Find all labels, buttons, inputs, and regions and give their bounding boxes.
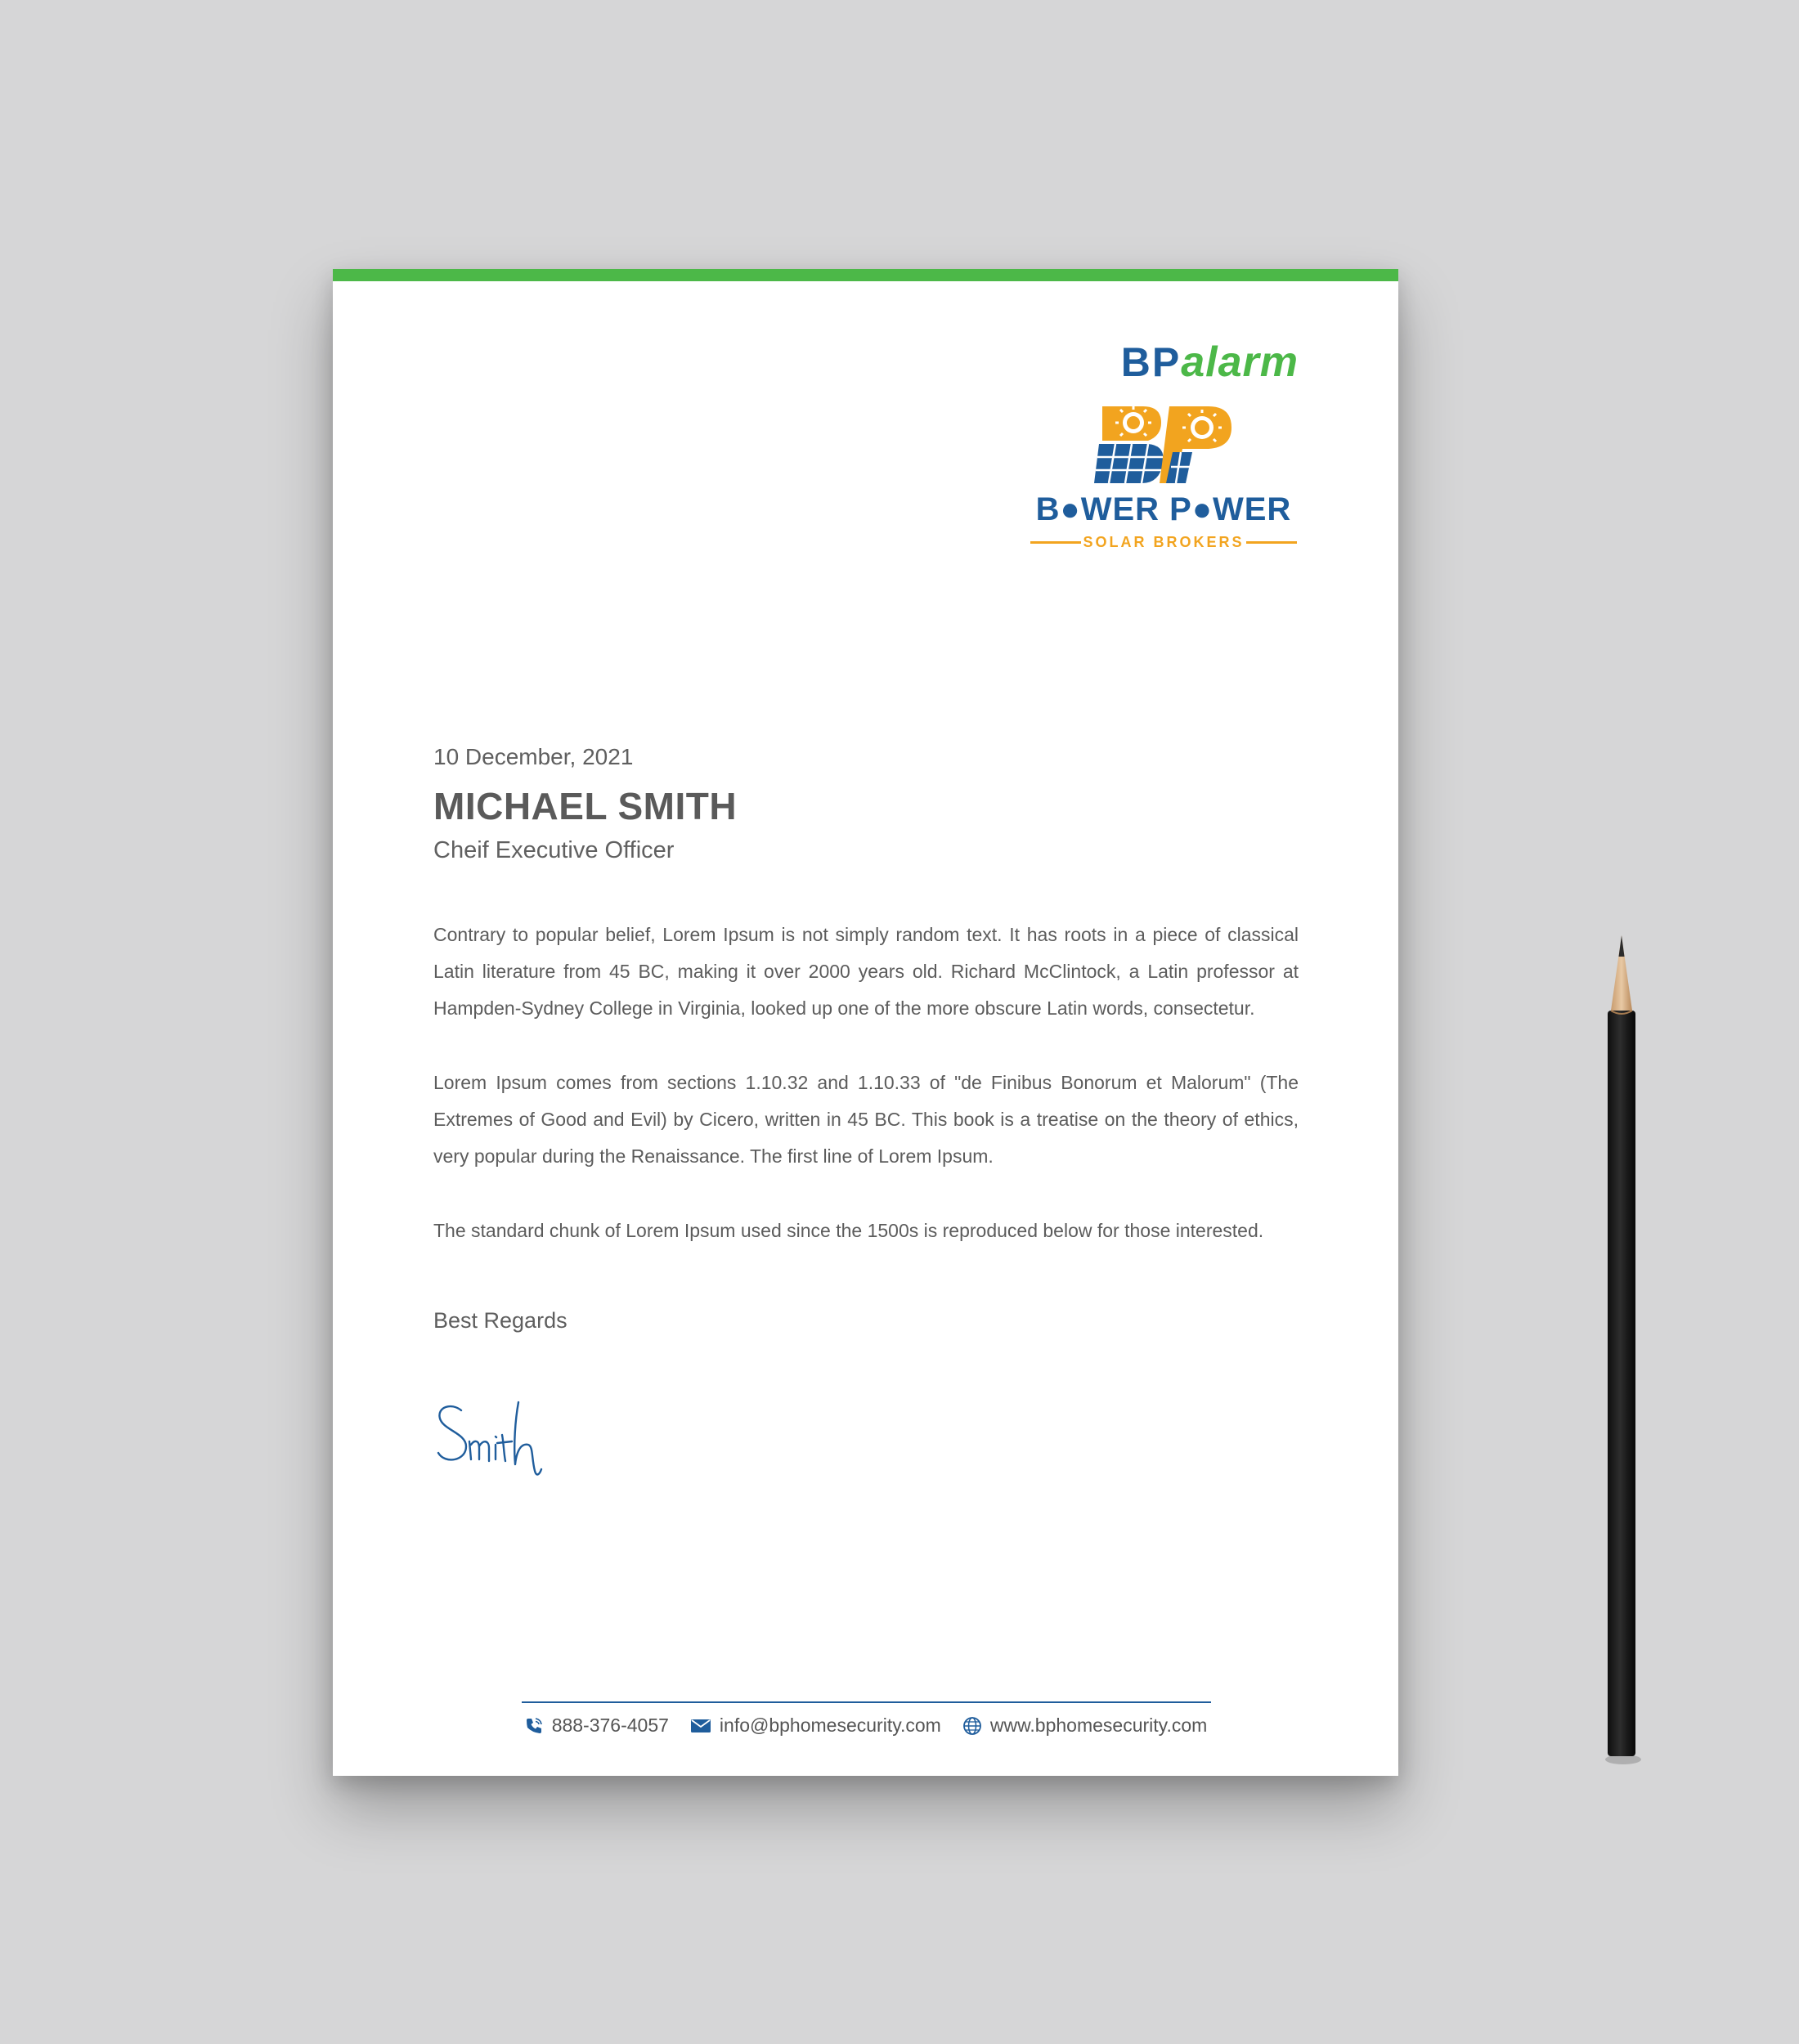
solar-brokers-tagline	[1029, 532, 1299, 552]
logo-block	[1029, 338, 1299, 550]
tagline-line-right	[1246, 541, 1297, 544]
signature	[433, 1396, 564, 1486]
letter-date: 10 December, 2021	[433, 744, 634, 769]
recipient-title: Cheif Executive Officer	[433, 837, 675, 863]
globe-icon	[962, 1716, 982, 1736]
bower-power-wordmark: B●WER P●WER	[1035, 491, 1292, 527]
pencil-image	[1601, 932, 1642, 1766]
footer-contacts	[333, 1715, 1398, 1737]
footer-website	[962, 1715, 1207, 1737]
bp-solar-logo-mark	[1094, 405, 1233, 486]
footer-phone	[524, 1715, 669, 1737]
phone-number[interactable]: 888-376-4057	[551, 1715, 669, 1736]
top-accent-bar	[333, 269, 1398, 281]
phone-icon	[524, 1716, 544, 1736]
email-icon	[690, 1718, 711, 1734]
footer-email	[690, 1715, 941, 1737]
bpalarm-logo	[1029, 338, 1299, 386]
body-paragraph: Contrary to popular belief, Lorem Ipsum is not simply random text. It has roots in a piece of classical Latin literature from 45 BC, making it over 2000 years old. Richard McClintock, a Latin professor at Hampden-Sydney College in Virginia, looked up one of the more obscure Latin words, consectetur.	[433, 924, 1299, 1019]
email-address[interactable]: info@bphomesecurity.com	[719, 1715, 941, 1736]
recipient-name: MICHAEL SMITH	[433, 785, 738, 827]
body-paragraph: Lorem Ipsum comes from sections 1.10.32 and 1.10.33 of "de Finibus Bonorum et Malorum" (The Extremes of Good and Evil) by Cicero, written in 45 BC. This book is a treatise on the theory of ethics, very popular during the Renaissance. The first line of Lorem Ipsum.	[433, 1072, 1299, 1167]
footer-divider	[522, 1701, 1211, 1703]
letter-content	[433, 743, 1299, 1334]
website-url[interactable]: www.bphomesecurity.com	[989, 1715, 1208, 1736]
letter-body	[433, 917, 1299, 1249]
bpalarm-logo-bp: BP	[1120, 339, 1182, 385]
letterhead-paper	[333, 269, 1398, 1776]
body-paragraph: The standard chunk of Lorem Ipsum used since the 1500s is reproduced below for those interested.	[433, 1220, 1264, 1241]
bpalarm-logo-alarm: alarm	[1181, 338, 1299, 386]
solar-brokers-text: SOLAR BROKERS	[1083, 534, 1245, 550]
closing-text: Best Regards	[433, 1308, 568, 1333]
